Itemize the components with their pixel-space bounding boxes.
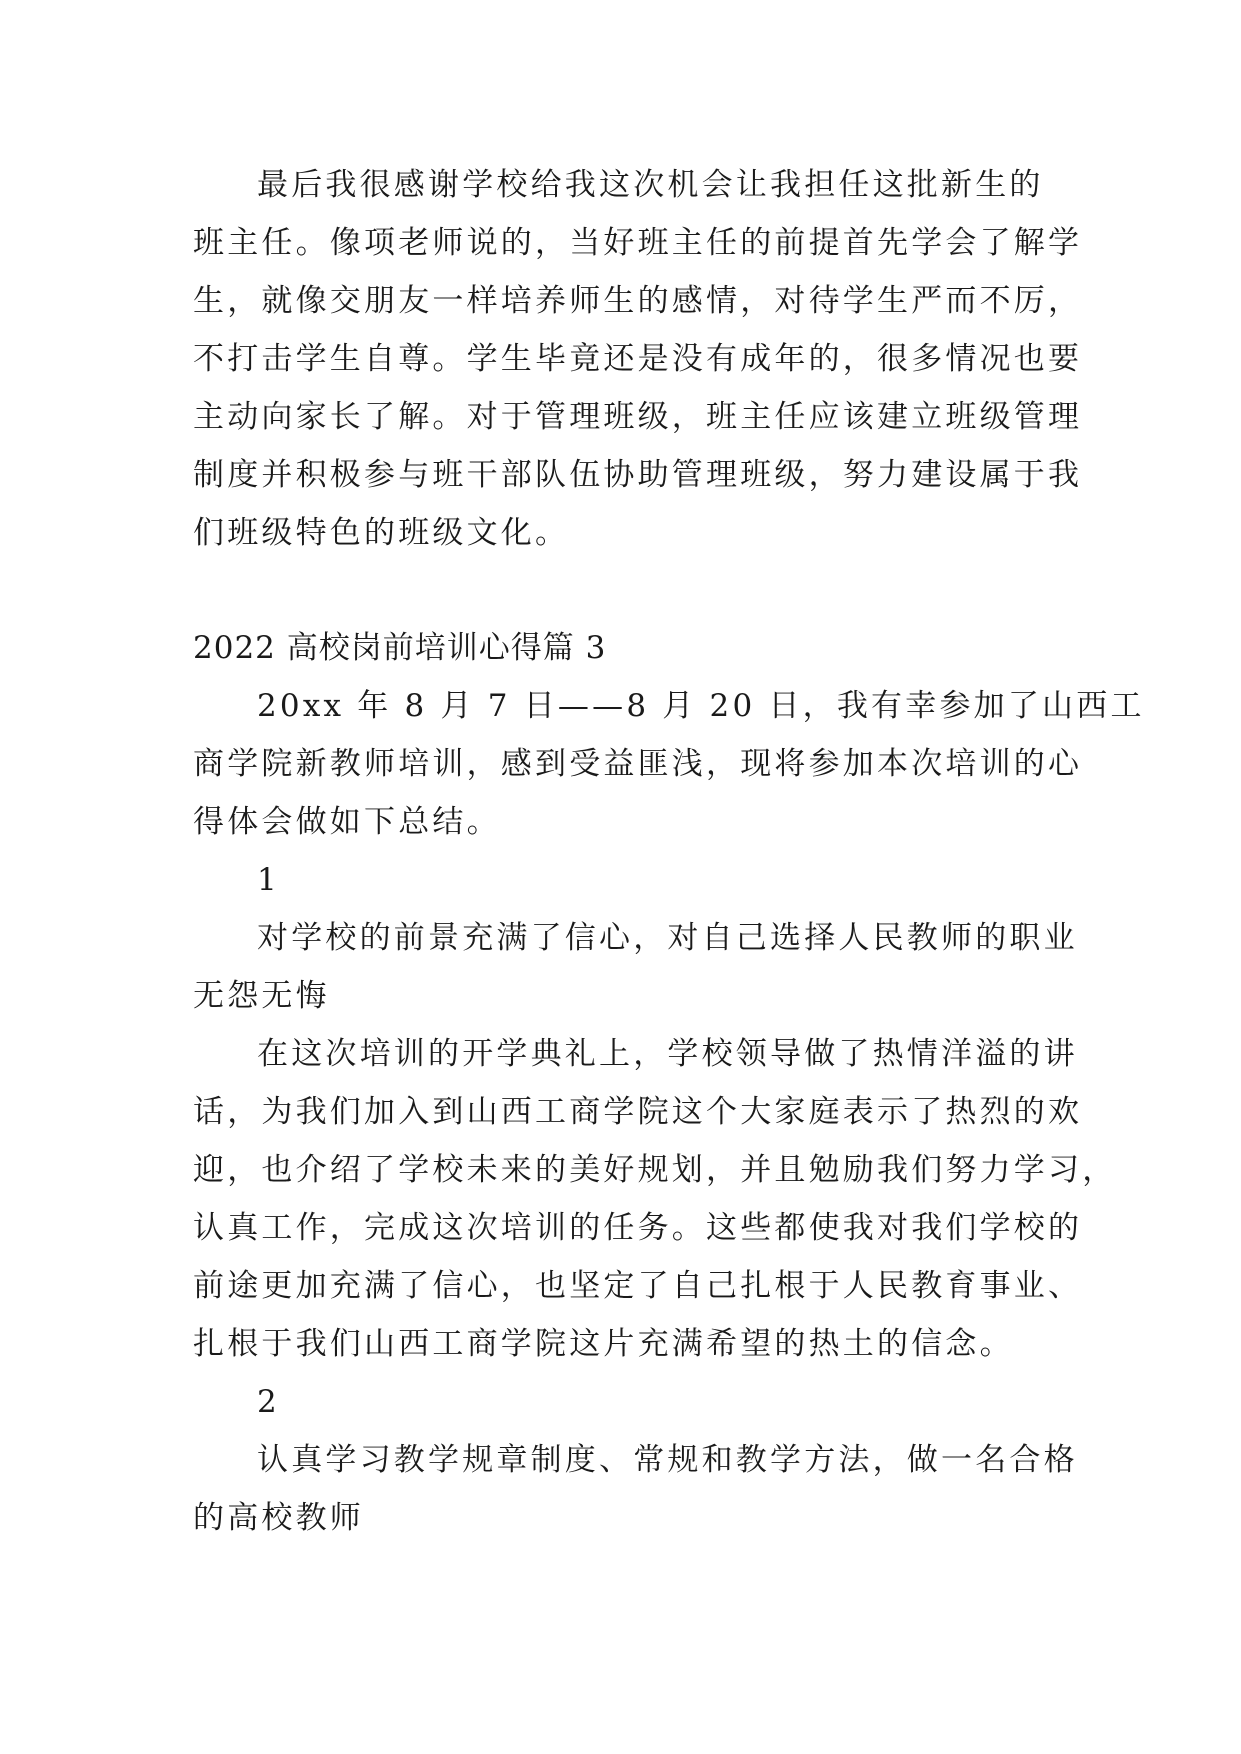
paragraph-line: 商学院新教师培训，感到受益匪浅，现将参加本次培训的心 [193,746,1083,782]
paragraph-line: 20xx 年 8 月 7 日——8 月 20 日，我有幸参加了山西工 [257,688,1145,724]
paragraph-line: 扎根于我们山西工商学院这片充满希望的热土的信念。 [193,1326,1014,1362]
paragraph-line: 认真工作，完成这次培训的任务。这些都使我对我们学校的 [193,1210,1083,1246]
subsection-title: 认真学习教学规章制度、常规和教学方法，做一名合格 [257,1442,1078,1478]
paragraph-line: 们班级特色的班级文化。 [193,515,570,551]
section-number: 2 [257,1384,280,1420]
paragraph-line: 最后我很感谢学校给我这次机会让我担任这批新生的 [257,167,1044,203]
section-heading: 2022 高校岗前培训心得篇 3 [193,630,607,666]
paragraph-line: 制度并积极参与班干部队伍协助管理班级，努力建设属于我 [193,457,1083,493]
subsection-title: 的高校教师 [193,1500,364,1536]
paragraph-line: 生，就像交朋友一样培养师生的感情，对待学生严而不厉， [193,283,1083,319]
subsection-title: 无怨无悔 [193,978,330,1014]
paragraph-line: 得体会做如下总结。 [193,804,501,840]
section-number: 1 [257,862,280,898]
paragraph-line: 前途更加充满了信心，也坚定了自己扎根于人民教育事业、 [193,1268,1083,1304]
paragraph-line: 不打击学生自尊。学生毕竟还是没有成年的，很多情况也要 [193,341,1083,377]
paragraph-line: 迎，也介绍了学校未来的美好规划，并且勉励我们努力学习， [193,1152,1117,1188]
paragraph-line: 班主任。像项老师说的，当好班主任的前提首先学会了解学 [193,225,1083,261]
paragraph-line: 主动向家长了解。对于管理班级，班主任应该建立班级管理 [193,399,1083,435]
subsection-title: 对学校的前景充满了信心，对自己选择人民教师的职业 [257,920,1078,956]
paragraph-line: 在这次培训的开学典礼上，学校领导做了热情洋溢的讲 [257,1036,1078,1072]
paragraph-line: 话，为我们加入到山西工商学院这个大家庭表示了热烈的欢 [193,1094,1083,1130]
